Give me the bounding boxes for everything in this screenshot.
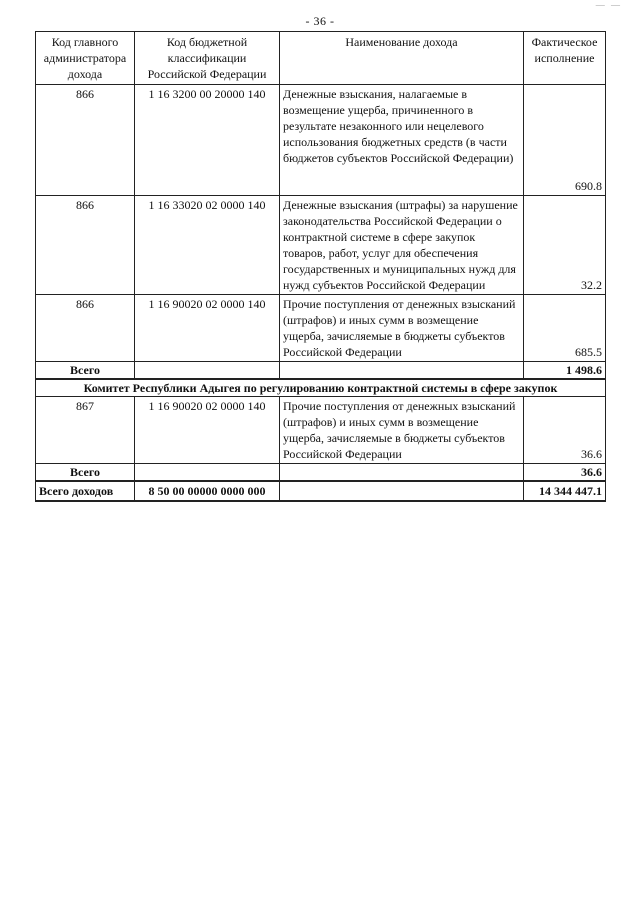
empty-cell	[280, 362, 524, 380]
header-admin-code: Код главного администратора дохода	[36, 32, 135, 85]
income-name-cell: Денежные взыскания, налагаемые в возмещение ущерба, причиненного в результате незаконного или нецелевого использования бюджетных средств (в части бюджетов субъектов Российской Федерации)	[280, 85, 524, 196]
amount-cell: 685.5	[524, 295, 606, 362]
budget-code-cell: 1 16 90020 02 0000 140	[135, 397, 280, 464]
income-table	[35, 31, 606, 502]
page-number: - 36 -	[305, 14, 335, 28]
grand-total-row	[36, 481, 606, 501]
total-label: Всего	[36, 362, 135, 380]
admin-code-cell: 866	[36, 295, 135, 362]
header-income-name: Наименование дохода	[280, 32, 524, 85]
admin-code-cell: 866	[36, 85, 135, 196]
budget-code-cell: 1 16 90020 02 0000 140	[135, 295, 280, 362]
total-amount: 36.6	[524, 464, 606, 482]
empty-cell	[135, 464, 280, 482]
grand-total-amount: 14 344 447.1	[524, 481, 606, 501]
header-budget-code: Код бюджетной классификации Российской Федерации	[135, 32, 280, 85]
amount-cell: 32.2	[524, 196, 606, 295]
grand-total-label: Всего доходов	[36, 481, 135, 501]
amount-cell: 36.6	[524, 397, 606, 464]
table-header-row	[36, 32, 606, 85]
admin-code-cell: 867	[36, 397, 135, 464]
grand-total-code: 8 50 00 00000 0000 000	[135, 481, 280, 501]
income-name-cell: Прочие поступления от денежных взысканий (штрафов) и иных сумм в возмещение ущерба, зачисляемые в бюджеты субъектов Российской Федерации	[280, 295, 524, 362]
income-name-cell: Прочие поступления от денежных взысканий (штрафов) и иных сумм в возмещение ущерба, зачисляемые в бюджеты субъектов Российской Федерации	[280, 397, 524, 464]
total-row	[36, 464, 606, 482]
table-row	[36, 397, 606, 464]
table-row	[36, 295, 606, 362]
empty-cell	[280, 464, 524, 482]
amount-cell: 690.8	[524, 85, 606, 196]
budget-code-cell: 1 16 33020 02 0000 140	[135, 196, 280, 295]
admin-code-cell: 866	[36, 196, 135, 295]
total-row	[36, 362, 606, 380]
table-row	[36, 85, 606, 196]
empty-cell	[135, 362, 280, 380]
section-header-row	[36, 379, 606, 397]
total-amount: 1 498.6	[524, 362, 606, 380]
budget-code-cell: 1 16 3200 00 20000 140	[135, 85, 280, 196]
corner-mark: — —	[595, 0, 622, 10]
table-row	[36, 196, 606, 295]
header-actual: Фактическое исполнение	[524, 32, 606, 85]
income-name-cell: Денежные взыскания (штрафы) за нарушение законодательства Российской Федерации о контрактной системе в сфере закупок товаров, работ, услуг для обеспечения государственных и муниципальных нужд для нужд субъектов Российской Федерации	[280, 196, 524, 295]
total-label: Всего	[36, 464, 135, 482]
section-title: Комитет Республики Адыгея по регулированию контрактной системы в сфере закупок	[36, 379, 606, 397]
empty-cell	[280, 481, 524, 501]
